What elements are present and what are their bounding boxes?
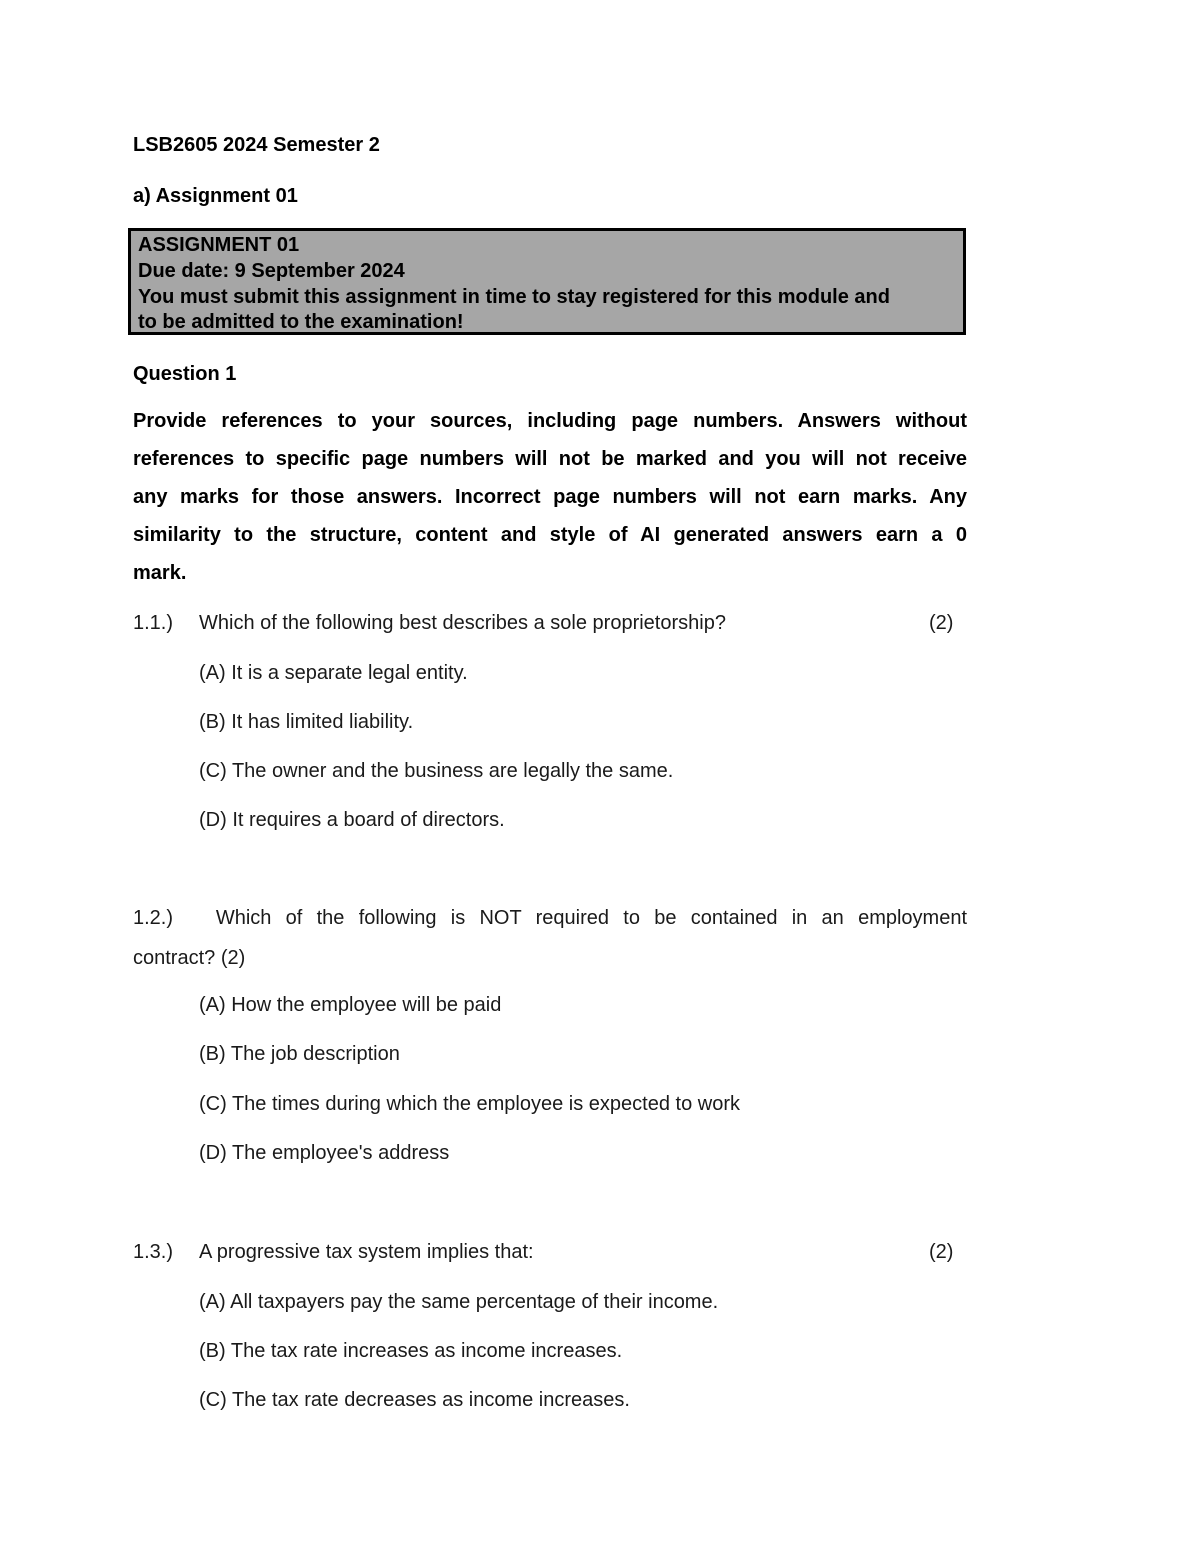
notice-warning-line-1: You must submit this assignment in time to stay registered for this module and <box>138 286 890 308</box>
answer-option: (B) It has limited liability. <box>199 711 414 733</box>
notice-warning-line-2: to be admitted to the examination! <box>138 311 464 333</box>
notice-title: ASSIGNMENT 01 <box>138 234 300 256</box>
question-text-block <box>133 898 967 978</box>
question-text: A progressive tax system implies that: <box>199 1241 534 1263</box>
assignment-notice-box <box>128 228 966 335</box>
answer-option: (B) The tax rate increases as income increases. <box>199 1340 623 1362</box>
question-marks: (2) <box>929 1241 954 1263</box>
answer-option: (C) The times during which the employee is expected to work <box>199 1093 740 1115</box>
answer-option: (D) The employee's address <box>199 1142 450 1164</box>
instructions-paragraph <box>133 402 967 592</box>
question-text-line: contract? (2) <box>133 947 246 969</box>
instruction-line: references to specific page numbers will not be marked and you will not receive <box>133 448 967 470</box>
answer-option: (A) It is a separate legal entity. <box>199 662 468 684</box>
question-text: Which of the following is NOT required to be contained in an employment <box>215 907 968 929</box>
question-number: 1.2.) <box>133 907 174 929</box>
question-number: 1.1.) <box>133 612 174 634</box>
instruction-line: similarity to the structure, content and style of AI generated answers earn a 0 <box>133 524 967 546</box>
section-title: a) Assignment 01 <box>133 185 298 207</box>
question-marks: (2) <box>929 612 954 634</box>
answer-option: (D) It requires a board of directors. <box>199 809 505 831</box>
instruction-line: any marks for those answers. Incorrect page numbers will not earn marks. Any <box>133 486 967 508</box>
course-title: LSB2605 2024 Semester 2 <box>133 134 380 156</box>
answer-option: (A) How the employee will be paid <box>199 994 502 1016</box>
answer-option: (A) All taxpayers pay the same percentage of their income. <box>199 1291 719 1313</box>
instruction-line: Provide references to your sources, including page numbers. Answers without <box>133 410 967 432</box>
question-heading: Question 1 <box>133 363 237 385</box>
answer-option: (C) The owner and the business are legally the same. <box>199 760 674 782</box>
instruction-line: mark. <box>133 562 187 584</box>
question-text: Which of the following best describes a sole proprietorship? <box>199 612 726 634</box>
answer-option: (C) The tax rate decreases as income increases. <box>199 1389 630 1411</box>
question-number: 1.3.) <box>133 1241 174 1263</box>
question-text-line <box>133 898 967 938</box>
answer-option: (B) The job description <box>199 1043 400 1065</box>
notice-due-date: Due date: 9 September 2024 <box>138 260 405 282</box>
